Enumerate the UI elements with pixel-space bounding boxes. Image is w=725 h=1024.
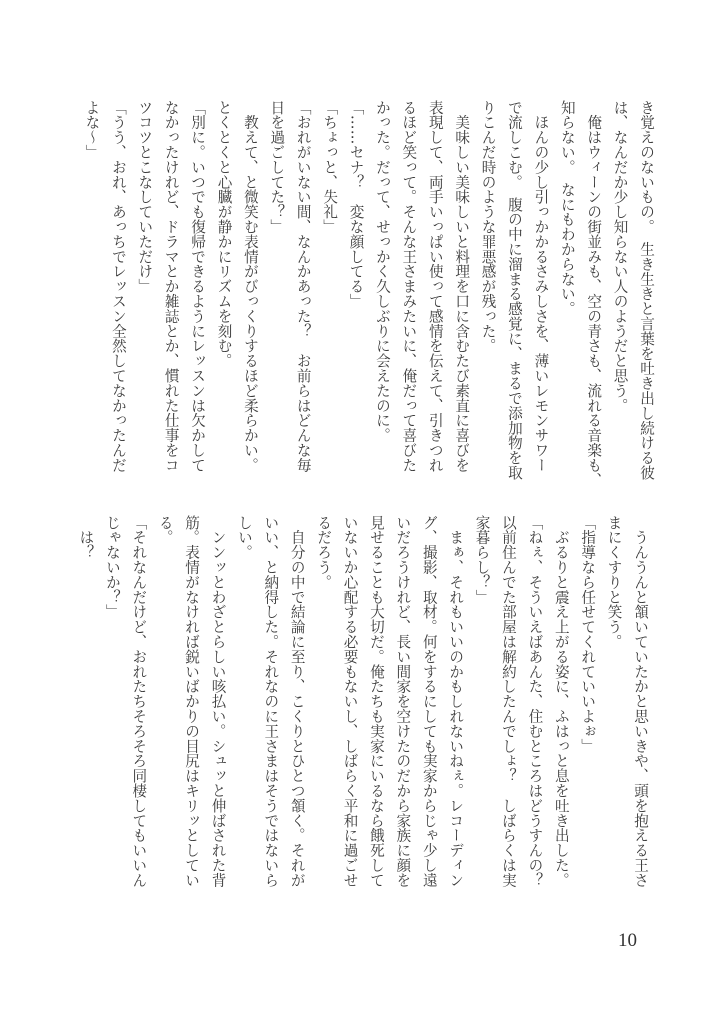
text-line: るだろう。: [315, 515, 333, 590]
text-line: 「おれがいない間、なんかあった？ お前らはどんな毎: [294, 100, 312, 473]
text-line: ほんの少し引っかかるさみしさを、薄いレモンサワー: [532, 100, 550, 473]
text-line: なかったけれど、ドラマとか雑誌とか、慣れた仕事をコ: [162, 100, 180, 473]
text-line: うんうんと頷いていたかと思いきや、頭を抱える王さ: [632, 515, 649, 888]
text-line: いだろうけれど、長い間家を空けたのだから家族に顔を: [394, 515, 412, 888]
text-line: 「……セナ？ 変な顔してる」: [347, 100, 365, 309]
text-line: 自分の中で結論に至り、こくりとひとつ頷く。それが: [288, 515, 306, 888]
text-line: は？: [77, 515, 95, 560]
upper-text-block: [78, 100, 659, 495]
text-line: かった。だって、せっかく久しぶりに会えたのに。: [373, 100, 391, 443]
text-line: 家暮らし？」: [473, 515, 491, 605]
text-line: は、なんだか少し知らない人のようだと思う。: [611, 100, 629, 413]
text-line: しい。: [235, 515, 253, 560]
text-line: 表現して、両手いっぱい使って感情を伝えて、引きつれ: [426, 100, 444, 473]
text-line: 「ねぇ、そういえばあんた、住むところはどうすんの？: [526, 515, 544, 888]
text-line: 見せることも大切だ。俺たちも実家にいるなら餓死して: [367, 515, 385, 888]
text-line: まぁ、それもいいのかもしれないねぇ。レコーディン: [447, 515, 465, 888]
page-number: 10: [618, 930, 637, 951]
text-line: よな〜」: [83, 100, 101, 160]
text-line: き覚えのないもの。 生き生きと言葉を吐き出し続ける彼: [638, 100, 655, 481]
text-line: じゃないか？」: [103, 515, 121, 620]
text-line: る。: [156, 515, 174, 545]
lower-text-block: [72, 515, 653, 915]
text-line: とくとくと心臓が静かにリズムを刻む。: [215, 100, 233, 369]
text-line: 「ちょっと、失礼」: [321, 100, 339, 235]
text-line: ンンッとわざとらしい咳払い。シュッと伸ばされた背: [209, 515, 227, 888]
text-line: 知らない。 なにもわからない。: [558, 100, 576, 317]
text-line: 「うう、おれ、あっちでレッスン全然してなかったんだ: [109, 100, 127, 473]
text-line: 以前住んでた部屋は解約したんでしょ？ しばらくは実: [499, 515, 517, 888]
text-line: 「それなんだけど、おれたちそろそろ同棲してもいいん: [130, 515, 148, 888]
text-line: まにくすりと笑う。: [605, 515, 623, 650]
text-line: いないか心配する必要もないし、しばらく平和に過ごせ: [341, 515, 359, 888]
text-line: 「指導なら任せてくれていいよぉ」: [579, 515, 597, 754]
text-line: 教えて、と微笑む表情がびっくりするほど柔らかい。: [241, 100, 259, 473]
text-line: るほど笑って。そんな王さまみたいに、俺だって喜びた: [400, 100, 418, 473]
text-line: いい、と納得した。それなのに王さまはそうではないら: [262, 515, 280, 888]
text-line: 「別に。いつでも復帰できるようにレッスンは欠かして: [189, 100, 207, 473]
text-line: 筋。表情がなければ鋭いばかりの目尻はキリッとしてい: [183, 515, 201, 888]
text-line: で流しこむ。 腹の中に溜まる感覚に、まるで添加物を取: [505, 100, 523, 481]
text-line: ツコツとこなしていただけ」: [136, 100, 154, 294]
text-line: グ、撮影、取材。何をするにしても実家からじゃ少し遠: [420, 515, 438, 888]
text-line: りこんだ時のような罪悪感が残った。: [479, 100, 497, 354]
text-line: 美味しい美味しいと料理を口に含むたび素直に喜びを: [453, 100, 471, 473]
text-line: 日を過ごしてた？」: [268, 100, 286, 235]
text-line: ぶるりと震え上がる姿に、ふはっと息を吐き出した。: [552, 515, 570, 888]
text-line: 俺はウィーンの街並みも、空の青さも、流れる音楽も、: [585, 100, 603, 488]
